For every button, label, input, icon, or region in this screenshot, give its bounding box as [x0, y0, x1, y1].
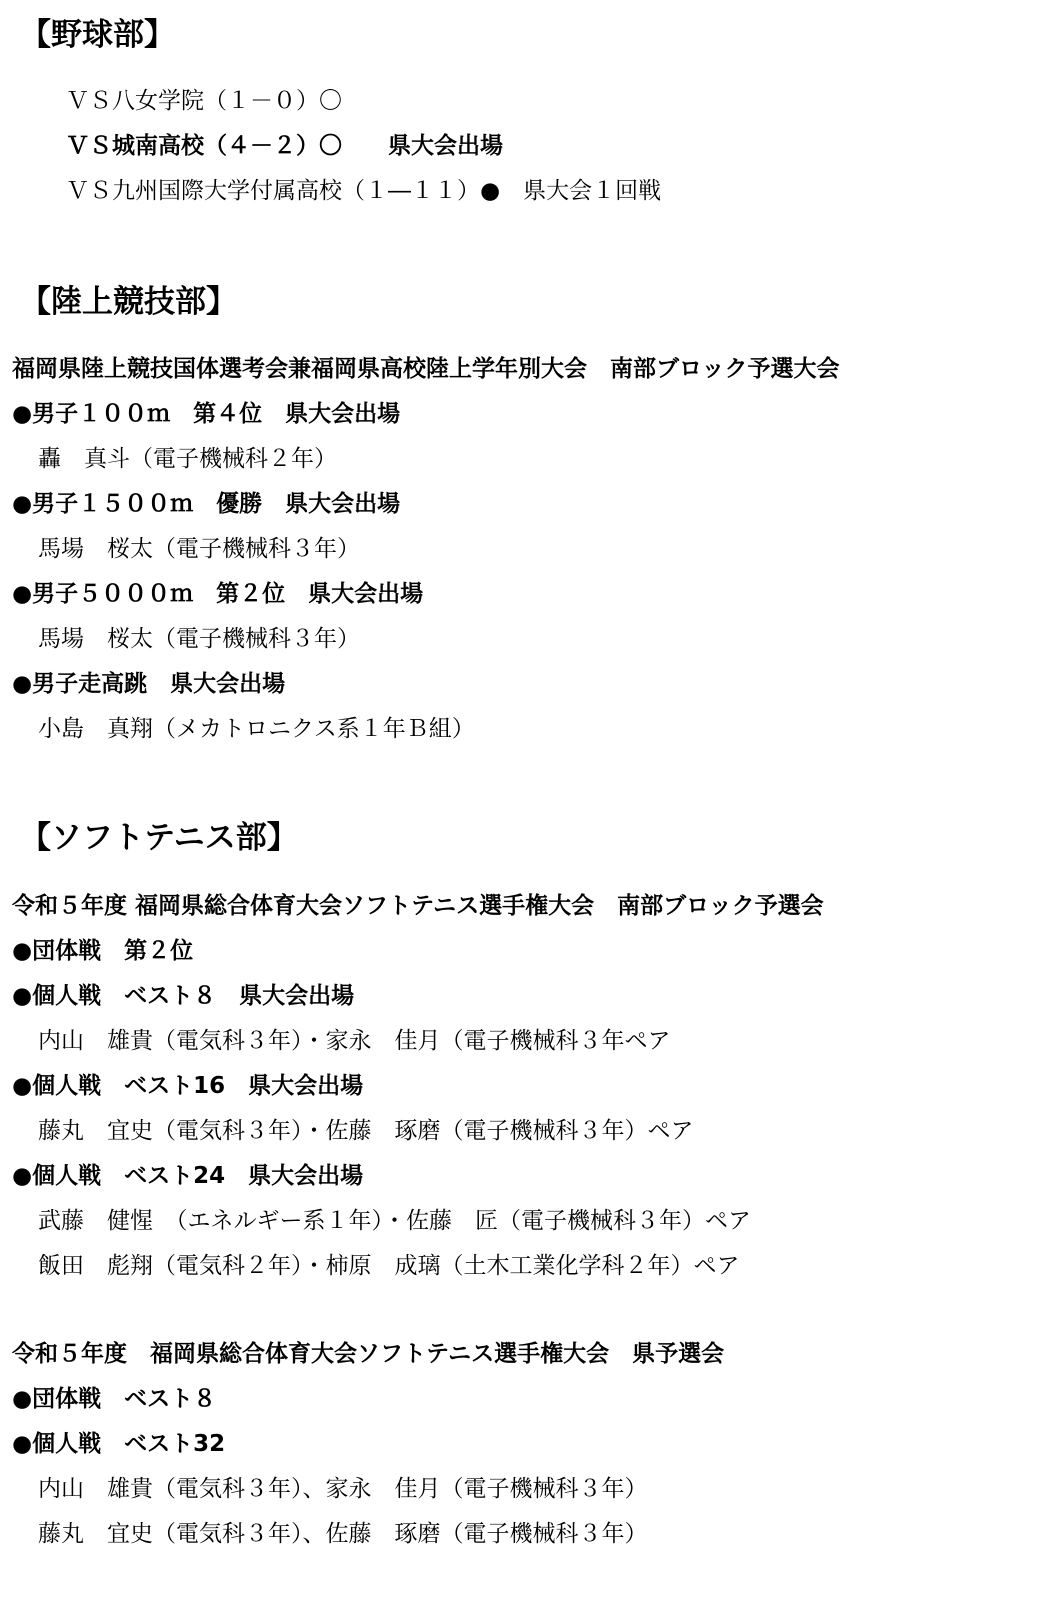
softtennis-heading: 【ソフトテニス部】: [20, 820, 298, 856]
softtennis-south-tournament-title: 令和５年度 福岡県総合体育大会ソフトテニス選手権大会 南部ブロック予選会: [12, 893, 824, 919]
softtennis-south-individual-result: ●個人戦 ベスト16 県大会出場: [12, 1073, 364, 1099]
track-event-athlete: 馬場 桜太（電子機械科３年）: [38, 536, 360, 562]
track-event-result: ●男子走高跳 県大会出場: [12, 671, 286, 697]
track-event-athlete: 小島 真翔（メカトロニクス系１年Ｂ組）: [38, 716, 475, 742]
baseball-game-3: ＶＳ九州国際大学付属高校（１―１１）● 県大会１回戦: [66, 178, 662, 204]
softtennis-prefecture-pair: 藤丸 宜史（電気科３年）、佐藤 琢磨（電子機械科３年）: [38, 1521, 648, 1547]
softtennis-prefecture-team-result: ●団体戦 ベスト８: [12, 1386, 217, 1412]
baseball-heading: 【野球部】: [20, 17, 175, 53]
softtennis-prefecture-individual-result: ●個人戦 ベスト32: [12, 1431, 226, 1457]
track-heading: 【陸上競技部】: [20, 284, 237, 320]
baseball-game-2: ＶＳ城南高校（４－２）〇 県大会出場: [66, 133, 503, 159]
softtennis-south-pair: 藤丸 宜史（電気科３年）・佐藤 琢磨（電子機械科３年）ペア: [38, 1118, 694, 1144]
track-event-result: ●男子５０００ｍ 第２位 県大会出場: [12, 581, 424, 607]
softtennis-south-individual-result: ●個人戦 ベスト24 県大会出場: [12, 1163, 364, 1189]
softtennis-prefecture-tournament-title: 令和５年度 福岡県総合体育大会ソフトテニス選手権大会 県予選会: [12, 1341, 725, 1367]
track-tournament-title: 福岡県陸上競技国体選考会兼福岡県高校陸上学年別大会 南部ブロック予選大会: [12, 356, 840, 382]
softtennis-south-individual-result: ●個人戦 ベスト８ 県大会出場: [12, 983, 355, 1009]
softtennis-prefecture-pair: 内山 雄貴（電気科３年）、家永 佳月（電子機械科３年）: [38, 1476, 648, 1502]
track-event-athlete: 馬場 桜太（電子機械科３年）: [38, 626, 360, 652]
softtennis-south-pair: 飯田 彪翔（電気科２年）・柿原 成璃（土木工業化学科２年）ペア: [38, 1253, 740, 1279]
softtennis-south-pair: 内山 雄貴（電気科３年）・家永 佳月（電子機械科３年ペア: [38, 1028, 671, 1054]
baseball-game-1: ＶＳ八女学院（１－０）〇: [66, 88, 342, 114]
track-event-result: ●男子１５００ｍ 優勝 県大会出場: [12, 491, 401, 517]
softtennis-south-team-result: ●団体戦 第２位: [12, 938, 194, 964]
track-event-result: ●男子１００ｍ 第４位 県大会出場: [12, 401, 401, 427]
track-event-athlete: 轟 真斗（電子機械科２年）: [38, 446, 337, 472]
softtennis-south-pair: 武藤 健惺 （エネルギー系１年）・佐藤 匠（電子機械科３年）ペア: [38, 1208, 751, 1234]
